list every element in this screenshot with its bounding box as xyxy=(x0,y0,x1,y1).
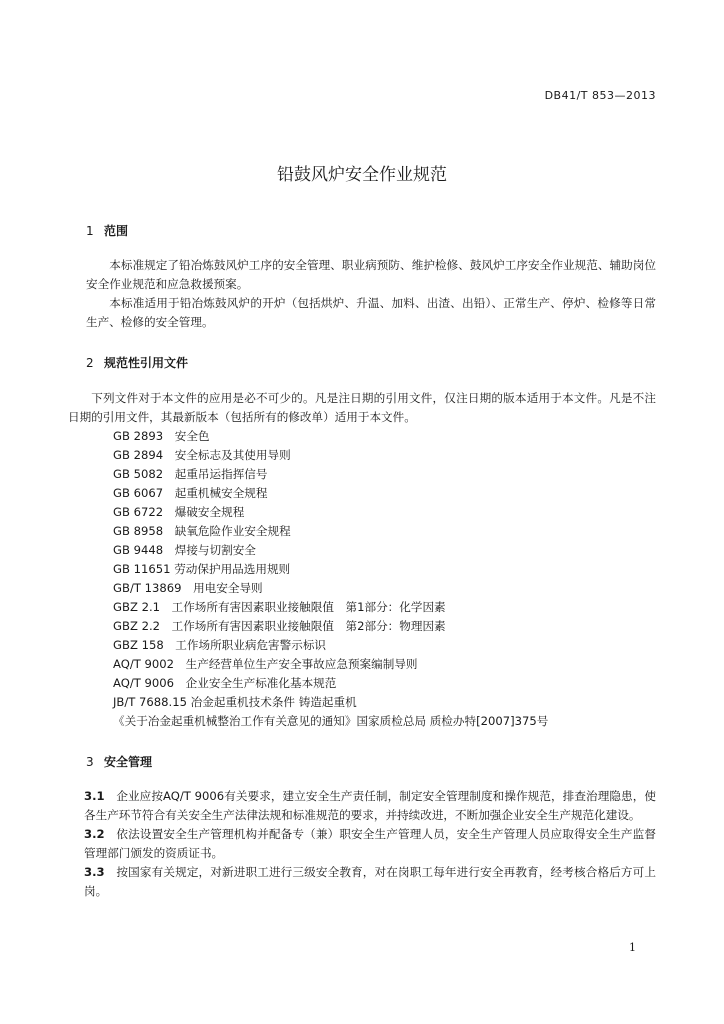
document-title: 铅鼓风炉安全作业规范 xyxy=(277,165,447,185)
section-number: 1 xyxy=(86,224,94,238)
section-title: 规范性引用文件 xyxy=(104,356,189,370)
document-body xyxy=(68,222,656,901)
clause-text: 依法设置安全生产管理机构并配备专（兼）职安全生产管理人员，安全生产管理人员应取得安全生产监督管理部门颁发的资质证书。 xyxy=(84,827,656,860)
reference-item: AQ/T 9006 企业安全生产标准化基本规范 xyxy=(113,676,337,690)
reference-item: GB 5082 起重吊运指挥信号 xyxy=(113,467,268,481)
paragraph: 本标准适用于铅冶炼鼓风炉的开炉（包括烘炉、升温、加料、出渣、出铅）、正常生产、停炉、检修等日常生产、检修的安全管理。 xyxy=(86,296,656,329)
clause xyxy=(84,825,656,863)
reference-item: GB 2893 安全色 xyxy=(113,429,210,443)
section-title: 安全管理 xyxy=(104,755,153,769)
reference-item: GB 11651 劳动保护用品选用规则 xyxy=(113,562,291,576)
reference-item: GBZ 2.1 工作场所有害因素职业接触限值 第1部分：化学因素 xyxy=(113,600,446,614)
clause-text: 企业应按AQ/T 9006有关要求，建立安全生产责任制，制定安全管理制度和操作规范，排查治理隐患，使各生产环节符合有关安全生产法律法规和标准规范的要求，并持续改进，不断加强企业安全生产规范化建设。 xyxy=(84,789,656,822)
reference-item: GBZ 158 工作场所职业病危害警示标识 xyxy=(113,638,327,652)
section-number: 2 xyxy=(86,356,94,370)
reference-item: 《关于冶金起重机械整治工作有关意见的通知》国家质检总局 质检办特[2007]375号 xyxy=(113,714,549,728)
paragraph: 本标准规定了铅冶炼鼓风炉工序的安全管理、职业病预防、维护检修、鼓风炉工序安全作业规范、辅助岗位安全作业规范和应急救援预案。 xyxy=(86,258,656,291)
reference-item: GB 2894 安全标志及其使用导则 xyxy=(113,448,291,462)
reference-item: GBZ 2.2 工作场所有害因素职业接触限值 第2部分：物理因素 xyxy=(113,619,446,633)
section-normative-references xyxy=(68,354,656,731)
reference-item: GB 8958 缺氧危险作业安全规程 xyxy=(113,524,291,538)
clause xyxy=(84,787,656,825)
section-heading xyxy=(86,222,656,241)
standard-code: DB41/T 853—2013 xyxy=(544,89,656,102)
clause xyxy=(84,863,656,901)
section-number: 3 xyxy=(86,755,94,769)
clause-number: 3.3 xyxy=(84,865,105,879)
reference-item: JB/T 7688.15 冶金起重机技术条件 铸造起重机 xyxy=(113,695,357,709)
clause-text: 按国家有关规定，对新进职工进行三级安全教育，对在岗职工每年进行安全再教育，经考核合格后方可上岗。 xyxy=(84,865,656,898)
section-heading xyxy=(86,354,656,373)
section-safety-management xyxy=(86,753,656,901)
reference-item: GB 6722 爆破安全规程 xyxy=(113,505,245,519)
section-title: 范围 xyxy=(104,224,129,238)
reference-item: AQ/T 9002 生产经营单位生产安全事故应急预案编制导则 xyxy=(113,657,418,671)
reference-item: GB 6067 起重机械安全规程 xyxy=(113,486,268,500)
page-number: 1 xyxy=(629,941,636,954)
section-heading xyxy=(86,753,656,772)
reference-item: GB/T 13869 用电安全导则 xyxy=(113,581,263,595)
paragraph: 下列文件对于本文件的应用是必不可少的。凡是注日期的引用文件，仅注日期的版本适用于本文件。凡是不注日期的引用文件，其最新版本（包括所有的修改单）适用于本文件。 xyxy=(68,391,656,424)
clause-number: 3.2 xyxy=(84,827,105,841)
reference-list xyxy=(86,427,656,731)
section-scope xyxy=(86,222,656,332)
reference-item: GB 9448 焊接与切割安全 xyxy=(113,543,256,557)
clause-number: 3.1 xyxy=(84,789,105,803)
